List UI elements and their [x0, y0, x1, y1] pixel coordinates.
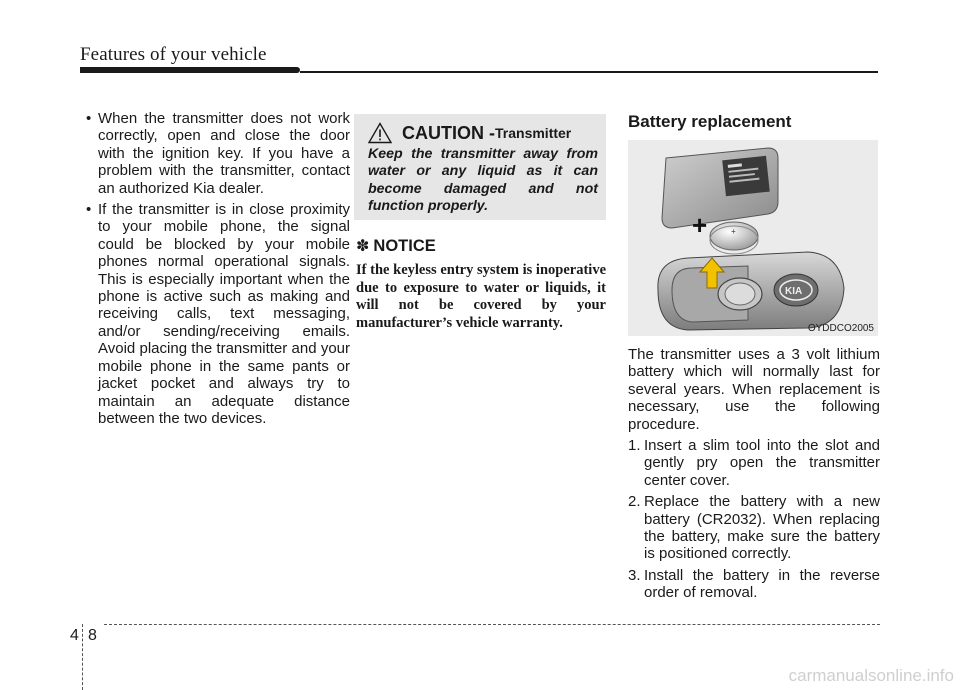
header-bar [80, 67, 300, 73]
list-item [628, 567, 880, 602]
caution-subject: Transmitter [495, 125, 572, 141]
bullet-item: • When the transmitter does not work correctly, open and close the door with the ignition key. If you have a problem with the transmitter, contact an authorized Kia dealer. [82, 110, 350, 197]
footer-dashed-rule [104, 624, 880, 625]
caution-body: Keep the transmitter away from water or any liquid as it can become damaged and not function properly. [368, 146, 598, 215]
caution-heading [368, 122, 571, 144]
notice-body: If the keyless entry system is inoperative due to exposure to water or liquids, it will not be covered by your manufacturer’s vehicle warranty. [356, 262, 606, 331]
step-number: 2. [628, 493, 641, 511]
notice-star-icon: ✽ [356, 238, 370, 255]
warning-triangle-icon [368, 122, 392, 144]
battery-section-title: Battery replacement [628, 112, 792, 131]
battery-intro: The transmitter uses a 3 volt lithium battery which will normally last for several years. When replacement is necessary, use the following procedure. [628, 346, 880, 433]
step-number: 3. [628, 566, 641, 584]
page-header-title: Features of your vehicle [80, 44, 267, 65]
battery-instructions [628, 346, 880, 606]
header-rule [300, 71, 878, 73]
svg-text:+: + [692, 210, 708, 240]
page-number: 8 [88, 627, 97, 644]
transmitter-illustration [628, 140, 878, 336]
svg-text:KIA: KIA [785, 286, 803, 297]
left-column [82, 110, 350, 431]
caution-box [354, 114, 606, 220]
bullet-item: • If the transmitter is in close proximity to your mobile phone, the signal could be blocked by your mobile phones normal operational signals. This is especially important when the phone is active such as making and receiving calls, text messaging, and/or sending/receiving emails. Avoid placing the transmitter and your mobile phone in the same pants or jacket pocket and always try to maintain an adequate distance between the two devices. [82, 201, 350, 427]
notice-title: NOTICE [373, 236, 436, 255]
notice-heading [356, 236, 436, 256]
watermark: carmanualsonline.info [788, 666, 954, 685]
svg-text:+: + [731, 227, 736, 236]
battery-figure [628, 140, 878, 336]
step-number: 1. [628, 437, 641, 455]
step-text: Replace the battery with a new battery (CR2032). When replacing the battery, make sure the battery is positioned correctly. [644, 493, 880, 563]
list-item [628, 437, 880, 489]
figure-code: OYDDCO2005 [807, 323, 874, 334]
list-item [628, 493, 880, 563]
step-text: Install the battery in the reverse order of removal. [644, 566, 880, 602]
step-text: Insert a slim tool into the slot and gently pry open the transmitter center cover. [644, 437, 880, 489]
chapter-number: 4 [70, 627, 79, 644]
footer-vertical-rule [82, 624, 83, 690]
caution-label: CAUTION - [402, 122, 495, 143]
